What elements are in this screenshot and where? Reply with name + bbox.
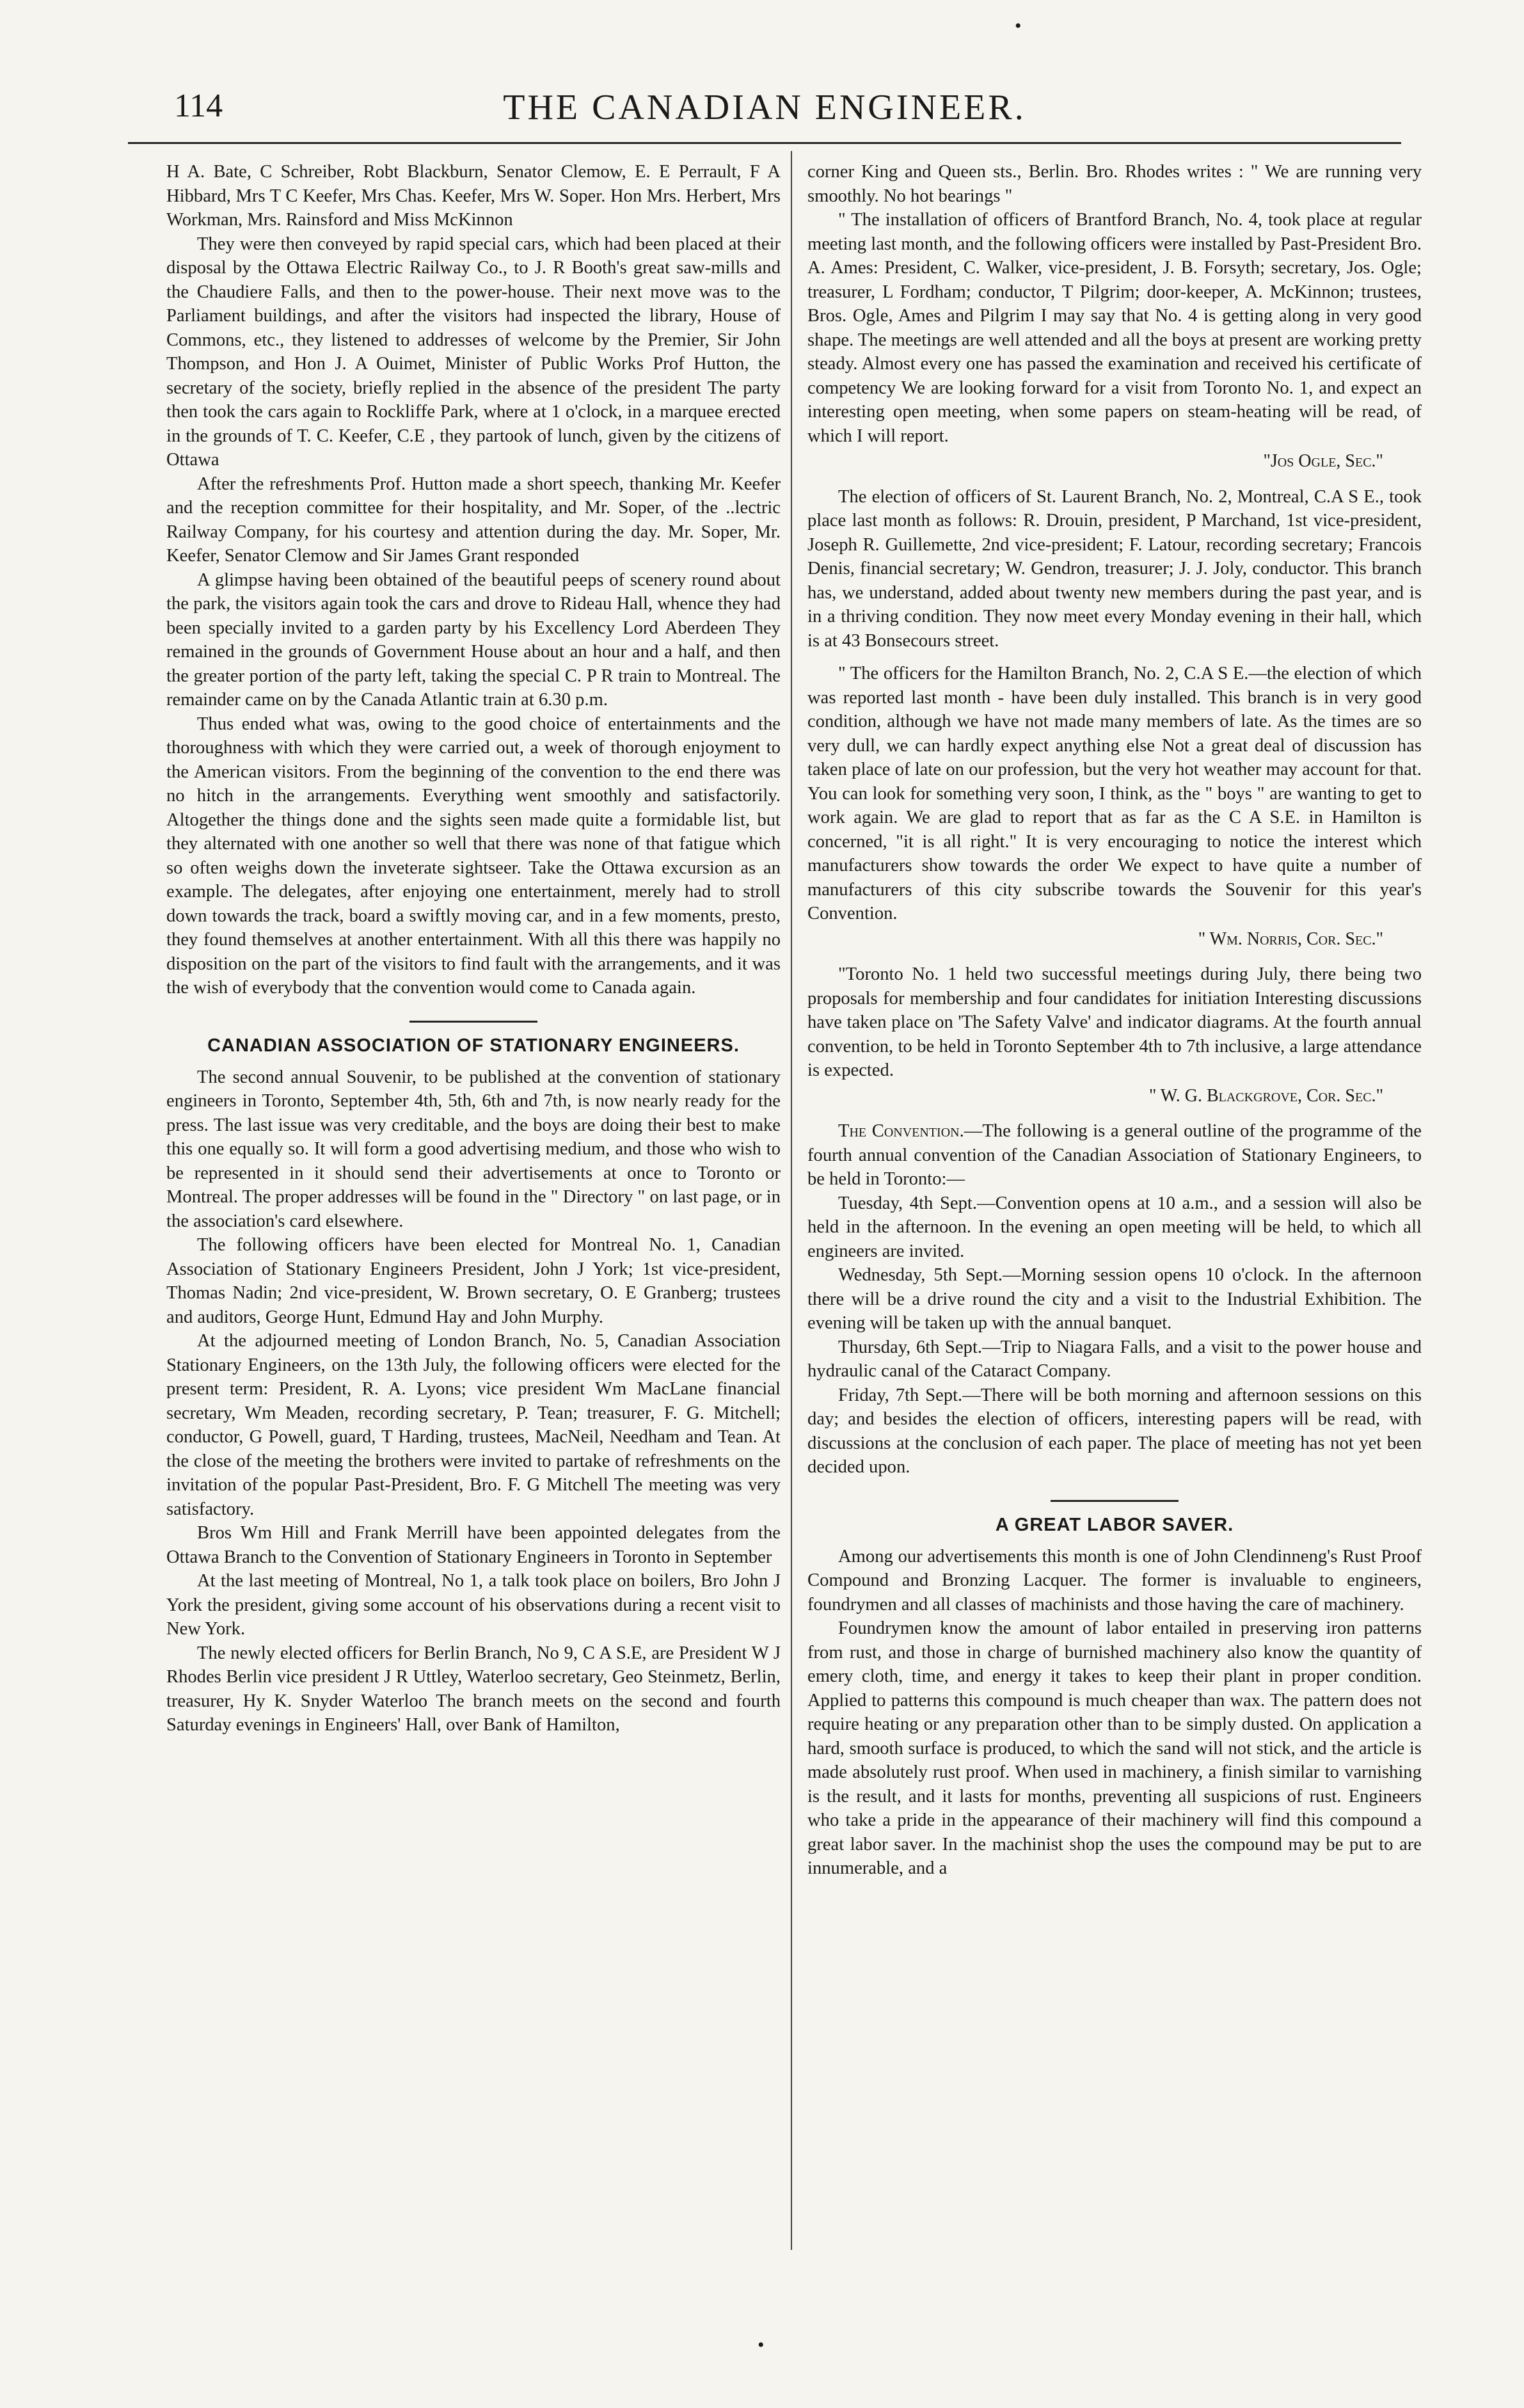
- paragraph: The newly elected officers for Berlin Branch, No 9, C A S.E, are President W J Rhodes Berlin vice president J R Uttley, Waterloo secretary, Geo Steinmetz, Berlin, treasurer, Hy K. Snyder Waterloo The branch meets on the second and fourth Saturday evenings in Engineers' Hall, over Bank of Hamilton,: [166, 1643, 781, 1735]
- column-rule: [791, 151, 792, 2250]
- paragraph: Thursday, 6th Sept.—Trip to Niagara Falls, and a visit to the power house and hydraulic canal of the Cataract Company.: [807, 1337, 1422, 1381]
- paragraph: The election of officers of St. Laurent Branch, No. 2, Montreal, C.A S E., took place last month as follows: R. Drouin, president, P Marchand, 1st vice-president, Joseph R. Guillemette, 2nd vice-president; F. Latour, recording secretary; Francois Denis, financial secretary; W. Gendron, treasurer; J. J. Joly, conductor. This branch has, we understand, added about twenty new members during the past year, and is in a thriving condition. They now meet every Monday evening in their hall, which is at 43 Bonsecours street.: [807, 486, 1422, 651]
- section-heading: A GREAT LABOR SAVER.: [995, 1514, 1234, 1535]
- right-column: [807, 160, 1422, 2272]
- paragraph: Among our advertisements this month is one of John Clendinneng's Rust Proof Compound and Bronzing Lacquer. The former is invaluable to engineers, foundrymen and all classes of machinists and those having the care of machinery.: [807, 1546, 1422, 1615]
- paragraph: " The officers for the Hamilton Branch, No. 2, C.A S E.—the election of which was reported last month - have been duly installed. This branch is in very good condition, although we have not made many members of late. As the times are so very dull, we can hardly expect anything else Not a great deal of discussion has taken place of late on our profession, but the very hot weather may account for that. You can look for something very soon, I think, as the " boys " are wanting to get to work again. We are glad to report that as far as the C A S.E. in Hamilton is concerned, "it is all right." It is very encouraging to notice the interest which manufacturers show towards the order We expect to have quite a number of manufacturers of this city subscribe towards the Souvenir for this year's Convention.: [807, 664, 1422, 923]
- section-heading: CANADIAN ASSOCIATION OF STATIONARY ENGINEERS.: [207, 1035, 740, 1056]
- convention-lead: The Convention.: [838, 1121, 964, 1141]
- signature: " W. G. Blackgrove, Cor. Sec.": [1148, 1085, 1383, 1106]
- paragraph: "Toronto No. 1 held two successful meetings during July, there being two proposals for membership and four candidates for initiation Interesting discussions have taken place on 'The Safety Valve' and indicator diagrams. At the fourth annual convention, to be held in Toronto September 4th to 7th inclusive, a large attendance is expected.: [807, 964, 1422, 1080]
- paragraph: Bros Wm Hill and Frank Merrill have been appointed delegates from the Ottawa Branch to the Convention of Stationary Engineers in Toronto in September: [166, 1523, 781, 1567]
- print-mark: •: [1015, 15, 1022, 36]
- paragraph: Tuesday, 4th Sept.—Convention opens at 10 a.m., and a session will also be held in the afternoon. In the evening an open meeting will be held, to which all engineers are invited.: [807, 1193, 1422, 1261]
- paragraph: Wednesday, 5th Sept.—Morning session opens 10 o'clock. In the afternoon there will be a drive round the city and a visit to the Industrial Exhibition. The evening will be taken up with the annual banquet.: [807, 1265, 1422, 1333]
- paragraph: At the last meeting of Montreal, No 1, a talk took place on boilers, Bro John J York the president, giving some account of his observations during a recent visit to New York.: [166, 1571, 781, 1639]
- paragraph: The second annual Souvenir, to be published at the convention of stationary engineers in Toronto, September 4th, 5th, 6th and 7th, is now nearly ready for the press. The last issue was very creditable, and the boys are doing their best to make this one equally so. It will form a good advertising medium, and those who wish to be represented in it should send their advertisements at once to Toronto or Montreal. The proper addresses will be found in the " Directory " on last page, or in the association's card elsewhere.: [166, 1067, 781, 1231]
- print-mark: •: [758, 2334, 765, 2356]
- signature: " Wm. Norris, Cor. Sec.": [1198, 929, 1383, 949]
- paragraph: Foundrymen know the amount of labor entailed in preserving iron patterns from rust, and those in charge of burnished machinery also know the quantity of emery cloth, time, and energy it takes to keep their plant in proper condition. Applied to patterns this compound is much cheaper than wax. The pattern does not require heating or any preparation other than to be simply dusted. On application a hard, smooth surface is produced, to which the sand will not stick, and the article is made absolutely rust proof. When used in machinery, a finish similar to varnishing is the result, and it lasts for months, preventing all suspicions of rust. Engineers who take a pride in the appearance of their machinery will find this compound a great labor saver. In the machinist shop the uses the compound may be put to are innumerable, and a: [807, 1618, 1422, 1878]
- paragraph: The following officers have been elected for Montreal No. 1, Canadian Association of Stationary Engineers President, John J York; 1st vice-president, Thomas Nadin; 2nd vice-president, W. Brown secretary, O. E Granberg; trustees and auditors, George Hunt, Edmund Hay and John Murphy.: [166, 1235, 781, 1327]
- header-rule: [128, 142, 1401, 144]
- paragraph: After the refreshments Prof. Hutton made a short speech, thanking Mr. Keefer and the reception committee for their hospitality, and Mr. Soper, of the ..lectric Railway Company, for his courtesy and attention during the day. Mr. Soper, Mr. Keefer, Senator Clemow and Sir James Grant responded: [166, 474, 781, 566]
- paragraph: Thus ended what was, owing to the good choice of entertainments and the thoroughness with which they were carried out, a week of thorough enjoyment to the American visitors. From the beginning of the convention to the end there was no hitch in the arrangements. Everything went smoothly and satisfactorily. Altogether the things done and the sights seen made quite a formidable list, but they alternated with one another so well that there was none of that fatigue which so often weighs down the inveterate sightseer. Take the Ottawa excursion as an example. The delegates, after enjoying one entertainment, merely had to stroll down towards the track, board a swiftly moving car, and in a few moments, presto, they found themselves at another entertainment. With all this there was happily no disposition on the part of the visitors to find fault with the arrangements, and it was the wish of everybody that the convention would come to Canada again.: [166, 714, 781, 998]
- running-title: THE CANADIAN ENGINEER.: [503, 88, 1026, 127]
- page-header: [128, 87, 1401, 138]
- paragraph: At the adjourned meeting of London Branch, No. 5, Canadian Association Stationary Engineers, on the 13th July, the following officers were elected for the present term: President, R. A. Lyons; vice president Wm MacLane financial secretary, Wm Meaden, recording secretary, P. Tean; treasurer, F. G. Mitchell; conductor, G Powell, guard, T Harding, trustees, MacNeil, Needham and Tean. At the close of the meeting the brothers were invited to partake of refreshments on the invitation of the popular Past-President, Bro. F. G Mitchell The meeting was very satisfactory.: [166, 1331, 781, 1519]
- section-rule: [409, 1021, 537, 1023]
- page-number: 114: [174, 88, 223, 124]
- paragraph: [807, 1119, 1422, 1192]
- paragraph: " The installation of officers of Brantford Branch, No. 4, took place at regular meeting last month, and the following officers were installed by Past-President Bro. A. Ames: President, C. Walker, vice-president, J. B. Forsyth; secretary, Jos. Ogle; treasurer, L Fordham; conductor, T Pilgrim; door-keeper, A. McKinnon; trustees, Bros. Ogle, Ames and Pilgrim I may say that No. 4 is getting along in very good shape. The meetings are well attended and all the boys at present are working pretty steady. Almost every one has passed the examination and received his certificate of competency We are looking forward for a visit from Toronto No. 1, and expect an interesting open meeting, when some papers on steam-heating will be read, of which I will report.: [807, 210, 1422, 446]
- paragraph: Friday, 7th Sept.—There will be both morning and afternoon sessions on this day; and besides the election of officers, interesting papers will be read, with discussions at the conclusion of each paper. The place of meeting has not yet been decided upon.: [807, 1385, 1422, 1477]
- paragraph: H A. Bate, C Schreiber, Robt Blackburn, Senator Clemow, E. E Perrault, F A Hibbard, Mrs T C Keefer, Mrs Chas. Keefer, Mrs W. Soper. Hon Mrs. Herbert, Mrs Workman, Mrs. Rainsford and Miss McKinnon: [166, 162, 781, 230]
- left-column: [166, 160, 781, 2272]
- paragraph: A glimpse having been obtained of the beautiful peeps of scenery round about the park, the visitors again took the cars and drove to Rideau Hall, whence they had been specially invited to a garden party by his Excellency Lord Aberdeen They remained in the grounds of Government House about an hour and a half, and then the greater portion of the party left, taking the special C. P R train to Montreal. The remainder came on by the Canada Atlantic train at 6.30 p.m.: [166, 570, 781, 710]
- section-rule: [1051, 1500, 1179, 1502]
- convention-intro: —The following is a general outline of the programme of the fourth annual convention of the Canadian Association of Stationary Engineers, to be held in Toronto:—: [807, 1121, 1422, 1189]
- paragraph: They were then conveyed by rapid special cars, which had been placed at their disposal by the Ottawa Electric Railway Co., to J. R Booth's great saw-mills and the Chaudiere Falls, and then to the power-house. Their next move was to the Parliament buildings, and after the visitors had inspected the library, House of Commons, etc., they listened to addresses of welcome by the Premier, Sir John Thompson, and Hon J. A Ouimet, Minister of Public Works Prof Hutton, the secretary of the society, briefly replied in the absence of the president The party then took the cars again to Rockliffe Park, where at 1 o'clock, in a marquee erected in the grounds of T. C. Keefer, C.E , they partook of lunch, given by the citizens of Ottawa: [166, 234, 781, 470]
- signature: "Jos Ogle, Sec.": [1263, 451, 1383, 471]
- paragraph: corner King and Queen sts., Berlin. Bro. Rhodes writes : " We are running very smoothly. No hot bearings ": [807, 162, 1422, 206]
